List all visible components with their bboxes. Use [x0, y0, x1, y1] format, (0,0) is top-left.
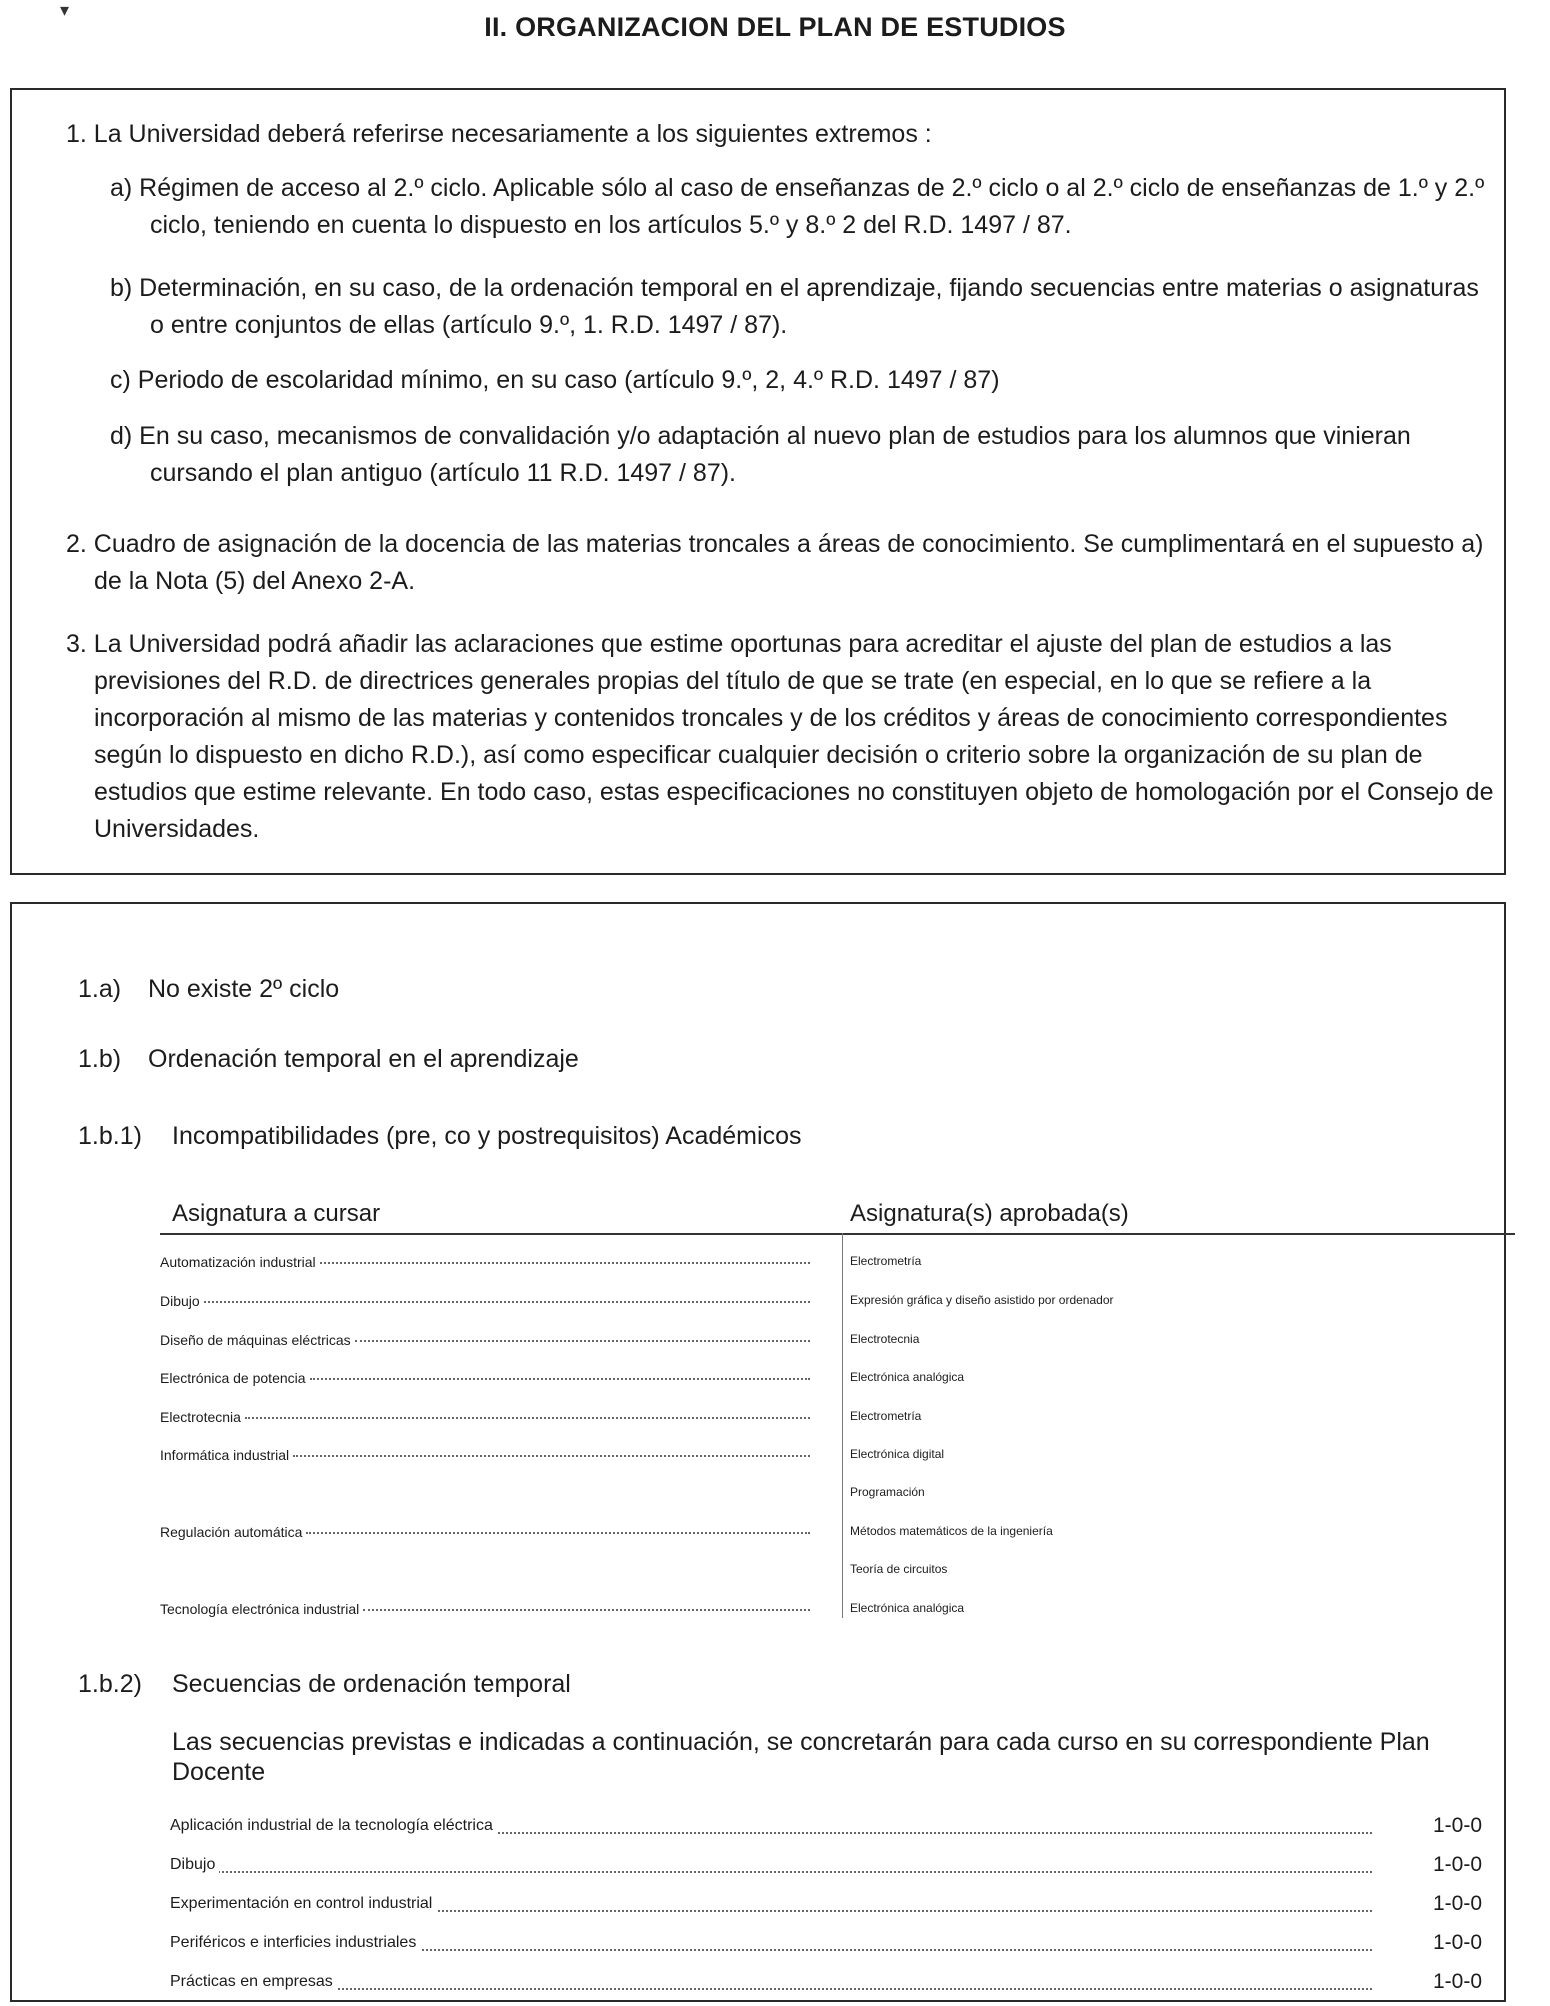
- required-cell: Programación: [850, 1485, 925, 1499]
- sequence-name: Prácticas en empresas: [170, 1973, 337, 1991]
- item-1b2-number: 1.b.2): [78, 1670, 142, 1698]
- instruction-item-1c: c) Periodo de escolaridad mínimo, en su caso (artículo 9.º, 2, 4.º R.D. 1497 / 87): [110, 366, 1000, 394]
- subject-cell: Electrónica de potencia: [160, 1370, 810, 1386]
- table-row: [160, 1601, 1515, 1627]
- dot-leader: [170, 1988, 1372, 1990]
- instruction-item-1b: b) Determinación, en su caso, de la ordenación temporal en el aprendizaje, fijando secuencias entre materias o asignaturas o entre conjuntos de ellas (artículo 9.º, 1. R.D. 1497 / 87).: [110, 274, 1479, 339]
- dot-leader: [204, 1300, 810, 1303]
- dot-leader: [293, 1454, 810, 1457]
- item-1b1-text: Incompatibilidades (pre, co y postrequisitos) Académicos: [172, 1122, 802, 1150]
- item-1b-number: 1.b): [78, 1045, 122, 1073]
- subject-cell: Informática industrial: [160, 1447, 810, 1463]
- sequence-name: Experimentación en control industrial: [170, 1895, 436, 1913]
- item-1a-number: 1.a): [78, 975, 122, 1003]
- sequence-intro: Las secuencias previstas e indicadas a continuación, se concretarán para cada curso en su correspondiente Plan Docente: [172, 1728, 1430, 1786]
- required-cell: Electrotecnia: [850, 1332, 920, 1346]
- sequence-code: 1-0-0: [1432, 1892, 1482, 1915]
- instruction-item-1: 1. La Universidad deberá referirse necesariamente a los siguientes extremos :: [66, 120, 932, 148]
- sequence-code: 1-0-0: [1432, 1931, 1482, 1954]
- list-item: [170, 1970, 1482, 2001]
- table-row: [160, 1447, 1515, 1473]
- subject-cell: Electrotecnia: [160, 1409, 810, 1425]
- list-item: [170, 1931, 1482, 1962]
- subject-cell: Tecnología electrónica industrial: [160, 1601, 810, 1617]
- required-cell: Electrónica analógica: [850, 1601, 965, 1615]
- scan-mark: ▾: [60, 0, 70, 20]
- table-row: [160, 1293, 1515, 1319]
- sequence-code: 1-0-0: [1432, 1814, 1482, 1837]
- required-cell: Teoría de circuitos: [850, 1562, 948, 1576]
- sequence-name: Periféricos e interficies industriales: [170, 1934, 420, 1952]
- dot-leader: [320, 1261, 810, 1264]
- page-title: II. ORGANIZACION DEL PLAN DE ESTUDIOS: [484, 12, 1066, 42]
- sequence-name: Aplicación industrial de la tecnología eléctrica: [170, 1817, 497, 1835]
- instruction-item-2: 2. Cuadro de asignación de la docencia de las materias troncales a áreas de conocimiento. Se cumplimentará en el supuesto a) de la Nota (5) del Anexo 2-A.: [66, 530, 1484, 595]
- dot-leader: [245, 1416, 810, 1419]
- required-cell: Expresión gráfica y diseño asistido por ordenador: [850, 1293, 1114, 1307]
- header-rule: [160, 1233, 1515, 1235]
- required-cell: Electrometría: [850, 1254, 922, 1268]
- subject-cell: Diseño de máquinas eléctricas: [160, 1332, 810, 1348]
- sequence-code: 1-0-0: [1432, 1853, 1482, 1876]
- table-row: [160, 1409, 1515, 1435]
- sequence-name: Dibujo: [170, 1856, 219, 1874]
- subject-cell: Dibujo: [160, 1293, 810, 1309]
- item-1b1-number: 1.b.1): [78, 1122, 142, 1150]
- table-row: [160, 1485, 1515, 1511]
- item-1b2-text: Secuencias de ordenación temporal: [172, 1670, 571, 1698]
- required-cell: Electrónica analógica: [850, 1370, 965, 1384]
- required-cell: Electrometría: [850, 1409, 922, 1423]
- table-row: [160, 1332, 1515, 1358]
- instruction-item-1d: d) En su caso, mecanismos de convalidación y/o adaptación al nuevo plan de estudios para los alumnos que vinieran cursando el plan antiguo (artículo 11 R.D. 1497 / 87).: [110, 422, 1411, 487]
- required-cell: Electrónica digital: [850, 1447, 945, 1461]
- required-cell: Métodos matemáticos de la ingeniería: [850, 1524, 1053, 1538]
- subject-cell: Regulación automática: [160, 1524, 810, 1540]
- table-row: [160, 1562, 1515, 1588]
- dot-leader: [310, 1377, 810, 1380]
- dot-leader: [363, 1608, 810, 1611]
- dot-leader: [355, 1339, 810, 1342]
- list-item: [170, 1892, 1482, 1923]
- column-header-subject: Asignatura a cursar: [172, 1200, 381, 1227]
- table-row: [160, 1524, 1515, 1550]
- instruction-item-1a: a) Régimen de acceso al 2.º ciclo. Aplicable sólo al caso de enseñanzas de 2.º ciclo o al 2.º ciclo de enseñanzas de 1.º y 2.º ciclo, teniendo en cuenta lo dispuesto en los artículos 5.º y 8.º 2 del R.D. 1497 / 87.: [110, 174, 1485, 239]
- sequence-code: 1-0-0: [1432, 1970, 1482, 1993]
- list-item: [170, 1814, 1482, 1845]
- dot-leader: [306, 1531, 810, 1534]
- item-1a-text: No existe 2º ciclo: [148, 975, 340, 1003]
- table-row: [160, 1254, 1515, 1280]
- dot-leader: [170, 1871, 1372, 1873]
- item-1b-text: Ordenación temporal en el aprendizaje: [148, 1045, 579, 1073]
- column-header-required: Asignatura(s) aprobada(s): [850, 1200, 1129, 1227]
- subject-cell: Automatización industrial: [160, 1254, 810, 1270]
- instruction-item-3: 3. La Universidad podrá añadir las aclaraciones que estime oportunas para acreditar el ajuste del plan de estudios a las previsiones del R.D. de directrices generales propias del título de que se trate (en especial, en lo que se refiere a la incorporación al mismo de las materias y contenidos troncales y de los créditos y áreas de conocimiento correspondientes según lo dispuesto en dicho R.D.), así como especificar cualquier decisión o criterio sobre la organización de su plan de estudios que estime relevante. En todo caso, estas especificaciones no constituyen objeto de homologación por el Consejo de Universidades.: [66, 630, 1494, 843]
- list-item: [170, 1853, 1482, 1884]
- table-row: [160, 1370, 1515, 1396]
